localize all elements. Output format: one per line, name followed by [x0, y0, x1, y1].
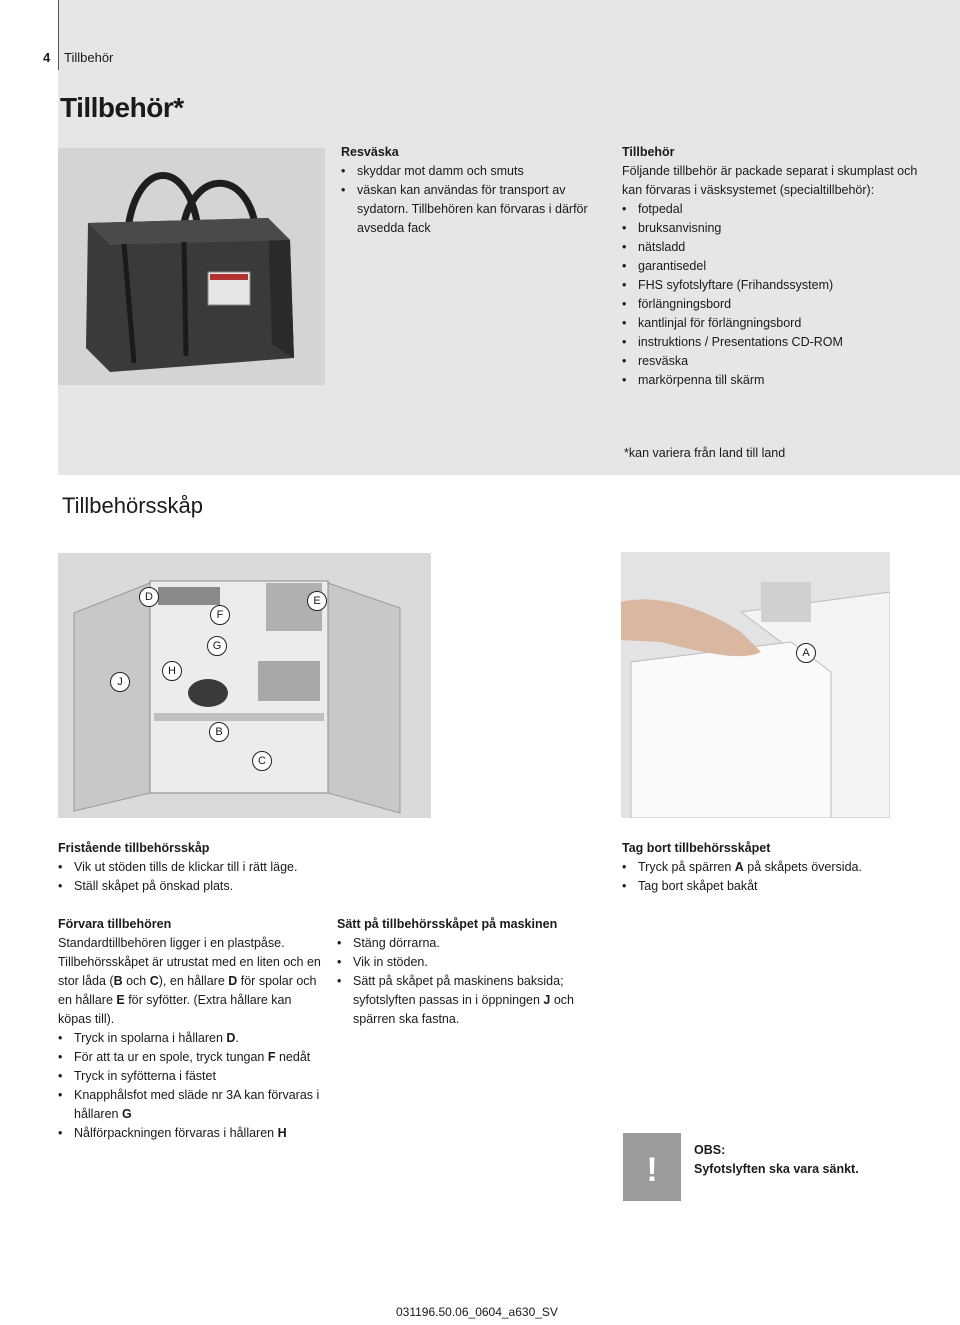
- forvara-section: [58, 915, 328, 1143]
- list-item: • För att ta ur en spole, tryck tungan F nedåt: [58, 1048, 328, 1067]
- callout-c: C: [252, 751, 272, 771]
- obs-text: Syfotslyften ska vara sänkt.: [694, 1162, 859, 1176]
- header-label: Tillbehör: [64, 50, 114, 65]
- callout-f: F: [210, 605, 230, 625]
- list-item: • resväska: [622, 352, 922, 371]
- list-item: • Knapphålsfot med släde nr 3A kan förvaras i hållaren G: [58, 1086, 328, 1124]
- obs-note: [694, 1141, 924, 1179]
- tagbort-section: [622, 839, 922, 896]
- list-item: • Stäng dörrarna.: [337, 934, 597, 953]
- tagbort-heading: Tag bort tillbehörsskåpet: [622, 841, 771, 855]
- footnote: *kan variera från land till land: [624, 446, 786, 460]
- tillbehor-intro: Följande tillbehör är packade separat i skumplast och kan förvaras i väsksystemet (specialtillbehör):: [622, 164, 918, 197]
- callout-e: E: [307, 591, 327, 611]
- list-item: • Ställ skåpet på önskad plats.: [58, 877, 358, 896]
- list-item: • nätsladd: [622, 238, 922, 257]
- list-item: • Nålförpackningen förvaras i hållaren H: [58, 1124, 328, 1143]
- satt-section: [337, 915, 597, 1029]
- forvara-heading: Förvara tillbehören: [58, 917, 172, 931]
- list-item: • instruktions / Presentations CD-ROM: [622, 333, 922, 352]
- callout-d: D: [139, 587, 159, 607]
- resvaska-section: [341, 143, 603, 238]
- callout-g: G: [207, 636, 227, 656]
- resvaska-heading: Resväska: [341, 145, 399, 159]
- section-title: Tillbehörsskåp: [62, 493, 204, 518]
- svg-text:!: !: [646, 1151, 658, 1189]
- list-item: • Tryck in syfötterna i fästet: [58, 1067, 328, 1086]
- travel-bag-photo: [58, 148, 325, 385]
- document-code: 031196.50.06_0604_a630_SV: [396, 1305, 558, 1319]
- forvara-p2: Tillbehörsskåpet är utrustat med en liten och en stor låda (B och C), en hållare D för spolar och en hållare E för syfötter. (Extra hållare kan köpas till).: [58, 955, 321, 1026]
- list-item: • fotpedal: [622, 200, 922, 219]
- list-item: • Tryck in spolarna i hållaren D.: [58, 1029, 328, 1048]
- callout-h: H: [162, 661, 182, 681]
- list-item: • garantisedel: [622, 257, 922, 276]
- tillbehor-section: [622, 143, 922, 390]
- callout-b: B: [209, 722, 229, 742]
- list-item: • kantlinjal för förlängningsbord: [622, 314, 922, 333]
- forvara-p1: Standardtillbehören ligger i en plastpåse.: [58, 936, 285, 950]
- header-divider: [58, 0, 59, 70]
- list-item: • markörpenna till skärm: [622, 371, 922, 390]
- list-item: • skyddar mot damm och smuts: [341, 162, 603, 181]
- tillbehor-heading: Tillbehör: [622, 145, 675, 159]
- obs-label: OBS:: [694, 1143, 726, 1157]
- list-item: • förlängningsbord: [622, 295, 922, 314]
- list-item: • Sätt på skåpet på maskinens baksida; syfotslyften passas in i öppningen J och spärren ska fastna.: [337, 972, 597, 1029]
- callout-a: A: [796, 643, 816, 663]
- list-item: • bruksanvisning: [622, 219, 922, 238]
- list-item: • FHS syfotslyftare (Frihandssystem): [622, 276, 922, 295]
- satt-heading: Sätt på tillbehörsskåpet på maskinen: [337, 917, 558, 931]
- list-item: • Tryck på spärren A på skåpets översida.: [622, 858, 922, 877]
- page-title: Tillbehör*: [60, 92, 184, 123]
- list-item: • Vik in stöden.: [337, 953, 597, 972]
- warning-icon: [623, 1133, 681, 1201]
- remove-cabinet-photo: [621, 552, 890, 818]
- list-item: • Tag bort skåpet bakåt: [622, 877, 922, 896]
- list-item: • Vik ut stöden tills de klickar till i rätt läge.: [58, 858, 358, 877]
- fristaende-section: [58, 839, 358, 896]
- list-item: • väskan kan användas för transport av sydatorn. Tillbehören kan förvaras i därför avsedda fack: [341, 181, 603, 238]
- callout-j: J: [110, 672, 130, 692]
- fristaende-heading: Fristående tillbehörsskåp: [58, 841, 210, 855]
- page-number: 4: [43, 50, 51, 65]
